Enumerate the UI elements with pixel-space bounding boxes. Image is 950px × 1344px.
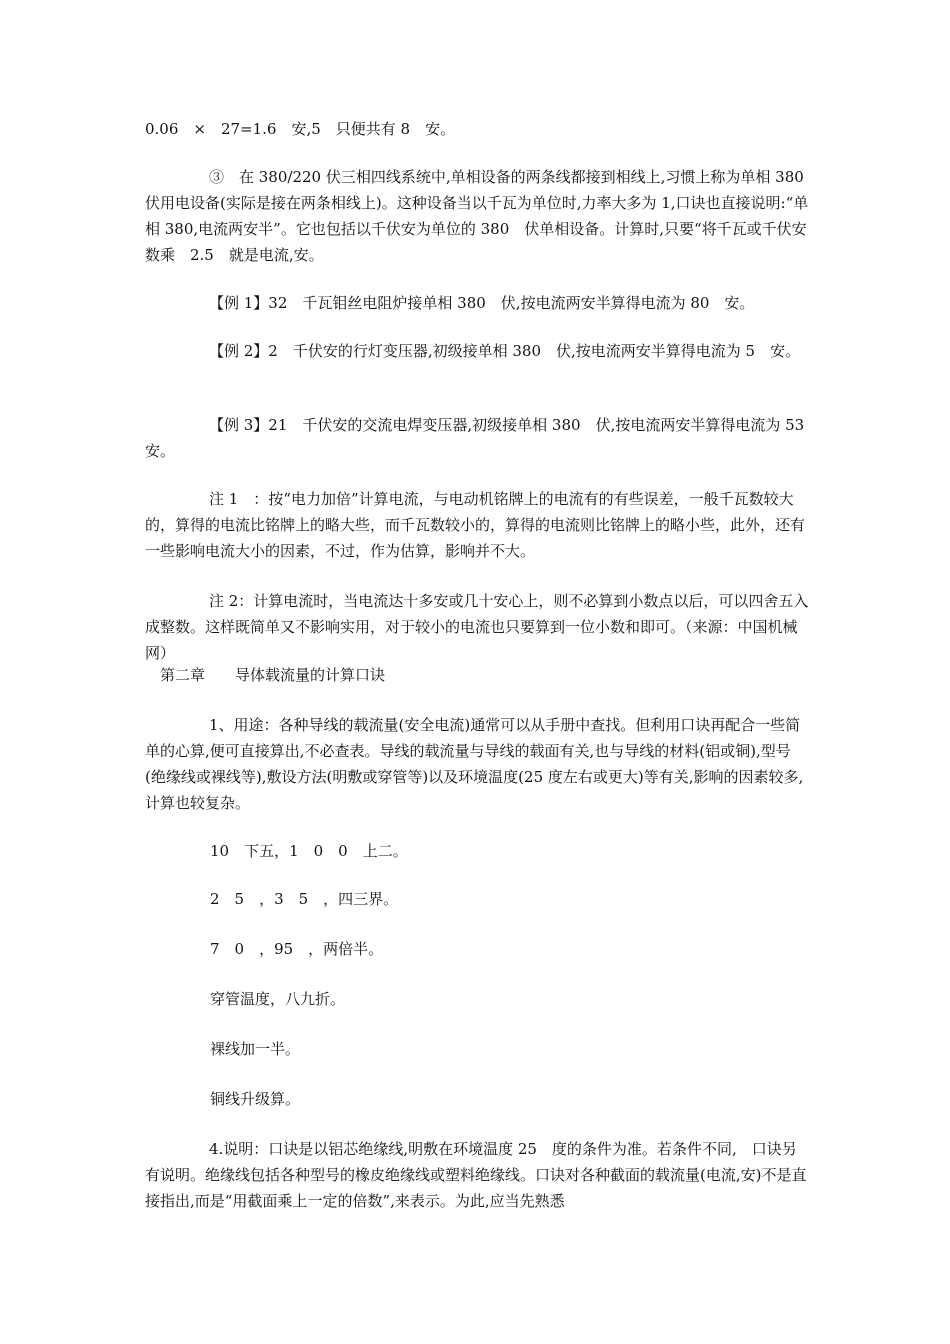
paragraph-explanation: 4.说明：口诀是以铝芯绝缘线,明敷在环境温度 25 度的条件为准。若条件不同, 口诀另有说明。绝缘线包括各种型号的橡皮绝缘线或塑料绝缘线。口诀对各种截面的载流量(电流,安)不是直接指出,而是“用截面乘上一定的倍数”,来表示。为此,应当先熟悉 [145,1140,807,1210]
paragraph-2: ③ 在 380/220 伏三相四线系统中,单相设备的两条线都接到相线上,习惯上称为单相 380 伏用电设备(实际是接在两条相线上)。这种设备当以千瓦为单位时,力率大多为 1,口诀也直接说明:“单相 380,电流两安半”。它也包括以千伏安为单位的 380 伏单相设备。计算时,只要“将千瓦或千伏安数乘 2.5 就是电流,安。 [145,168,819,264]
paragraph-example-1: 【例 1】32 千瓦钼丝电阻炉接单相 380 伏,按电流两安半算得电流为 80 安。 [209,294,755,312]
mnemonic-line-4: 穿管温度，八九折。 [210,990,346,1008]
paragraph-note-1: 注 1 ：按“电力加倍”计算电流，与电动机铭牌上的电流有的有些误差，一般千瓦数较大的，算得的电流比铭牌上的略大些，而千瓦数较小的，算得的电流则比铭牌上的略小些，此外，还有一些影响电流大小的因素，不过，作为估算，影响并不大。 [145,490,806,560]
mnemonic-line-1: 10 下五，1 0 0 上二。 [210,842,408,860]
mnemonic-line-6: 铜线升级算。 [210,1090,301,1108]
paragraph-usage: 1、用途：各种导线的载流量(安全电流)通常可以从手册中查找。但利用口诀再配合一些简单的心算,便可直接算出,不必查表。导线的载流量与导线的载面有关,也与导线的材料(铝或铜),型号(绝缘线或裸线等),敷设方法(明敷或穿管等)以及环境温度(25 度左右或更大)等有关,影响的因素较多,计算也较复杂。 [145,716,804,812]
mnemonic-line-3: 7 0 ，95 ，两倍半。 [210,940,384,958]
paragraph-note-2: 注 2：计算电流时，当电流达十多安或几十安心上，则不必算到小数点以后，可以四舍五入成整数。这样既简单又不影响实用，对于较小的电流也只要算到一位小数和即可。（来源：中国机械网） [145,592,809,662]
chapter-heading: 第二章 导体载流量的计算口诀 [160,666,386,684]
mnemonic-line-5: 裸线加一半。 [210,1040,301,1058]
paragraph-example-3: 【例 3】21 千伏安的交流电焊变压器,初级接单相 380 伏,按电流两安半算得电流为 53 安。 [145,416,820,460]
mnemonic-line-2: 2 5 ，3 5 ，四三界。 [210,890,399,908]
paragraph-1: 0.06 × 27=1.6 安,5 只便共有 8 安。 [145,120,456,138]
paragraph-example-2: 【例 2】2 千伏安的行灯变压器,初级接单相 380 伏,按电流两安半算得电流为 5 安。 [209,342,801,360]
